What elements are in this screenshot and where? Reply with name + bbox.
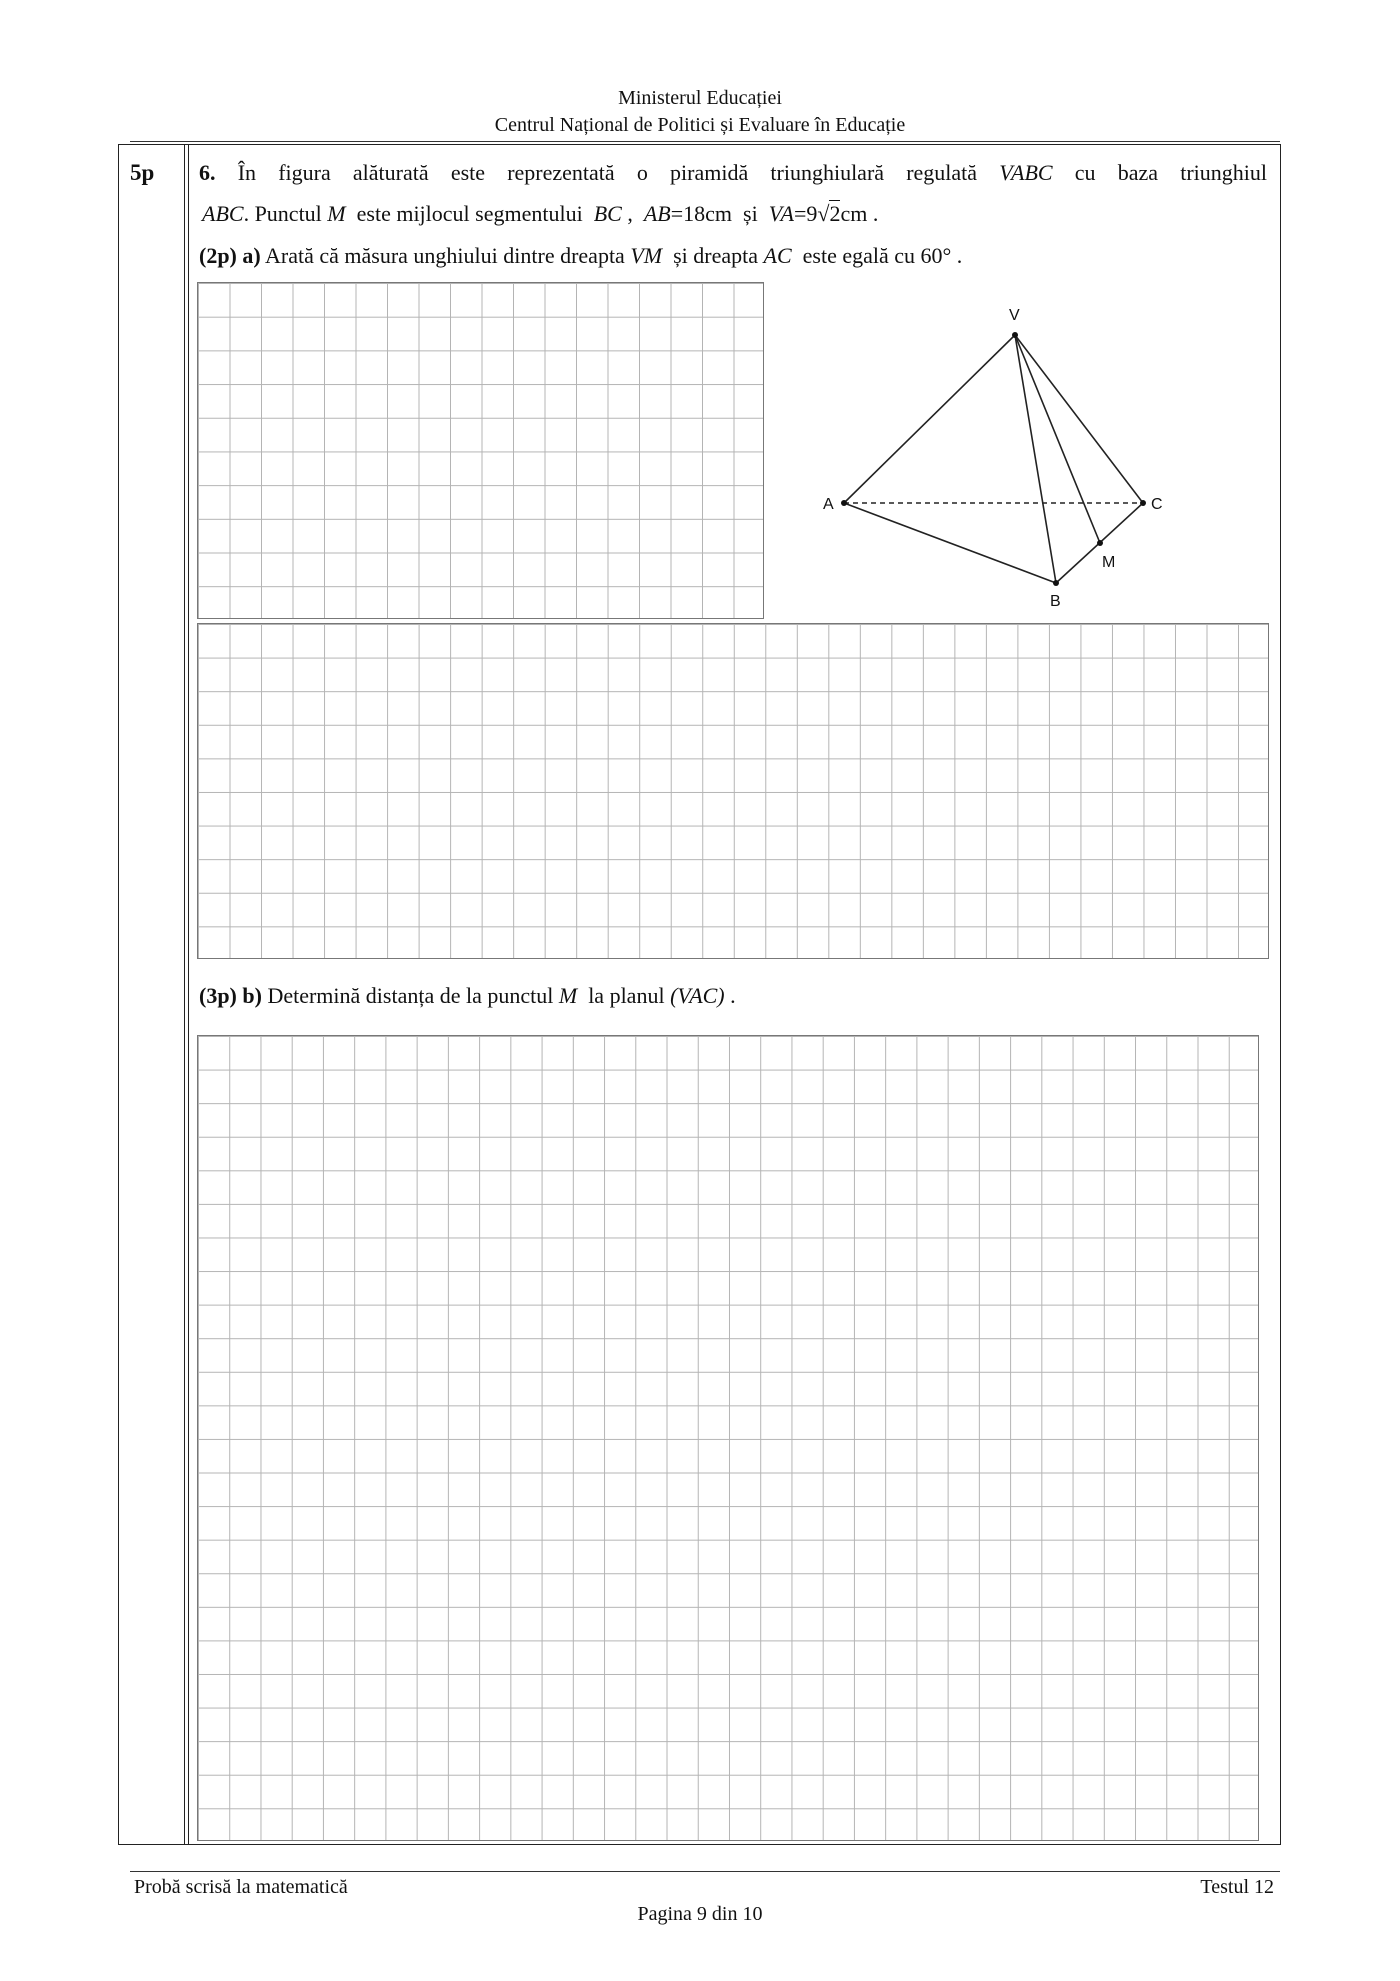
ab-value: =18cm (670, 201, 733, 226)
label-v: V (1009, 307, 1020, 324)
part-a-text: Arată că măsura unghiului dintre dreapta (265, 243, 625, 268)
part-a-angle: 60° . (920, 243, 963, 268)
edge-ab (844, 503, 1056, 583)
label-m: M (1102, 554, 1116, 571)
footer-rule (130, 1871, 1280, 1872)
sqrt-symbol: √2 (817, 201, 841, 226)
footer-test-number: Testul 12 (1200, 1876, 1274, 1898)
vertex-c-dot (1140, 500, 1146, 506)
intro-end: cu baza triunghiul (1074, 160, 1267, 185)
header-center: Centrul Național de Politici și Evaluare în Educație (494, 114, 906, 136)
point-m: M (327, 201, 346, 226)
label-c: C (1151, 496, 1163, 513)
va-eq: =9 (793, 201, 818, 226)
part-b-text: Determină distanța de la punctul (267, 983, 554, 1008)
segment-vm (1015, 335, 1100, 543)
part-a-line-vm: VM (630, 243, 663, 268)
part-a-letter: a) (242, 243, 261, 268)
vertex-v-dot (1012, 332, 1018, 338)
part-b-plane: (VAC) (670, 983, 725, 1008)
problem-number: 6. (199, 160, 216, 185)
ab-label: AB (643, 201, 671, 226)
problem-statement-line2: ABC. Punctul M este mijlocul segmentului BC , AB=18cm și VA=9√2cm . (202, 201, 879, 226)
pyramid-name: VABC (999, 160, 1053, 185)
header-ministry: Ministerul Educației (618, 87, 782, 109)
answer-grid-a-top[interactable] (197, 282, 764, 619)
point-text: . Punctul (243, 201, 322, 226)
part-a-statement (199, 242, 962, 270)
label-a: A (823, 496, 834, 513)
points-column-border (184, 144, 185, 1845)
answer-grid-a-bottom[interactable] (197, 623, 1269, 959)
points-column-border-inner (188, 144, 189, 1845)
part-b-mid: la planul (588, 983, 665, 1008)
problem-statement-line1 (199, 159, 1267, 187)
part-a-points: (2p) (199, 243, 237, 268)
part-b-letter: b) (242, 983, 262, 1008)
intro-start: În figura alăturată este reprezentată o piramidă triunghiulară regulată (237, 160, 978, 185)
part-b-points: (3p) (199, 983, 237, 1008)
part-a-end: este egală cu (802, 243, 915, 268)
label-b: B (1050, 593, 1061, 610)
and-word: și (743, 201, 758, 226)
part-a-line-ac: AC (763, 243, 792, 268)
problem-points: 5p (130, 160, 155, 185)
edge-vb (1015, 335, 1056, 583)
footer-page-number: Pagina 9 din 10 (637, 1903, 763, 1925)
point-m-dot (1097, 540, 1103, 546)
vertex-b-dot (1053, 580, 1059, 586)
va-label: VA (768, 201, 794, 226)
va-unit: cm . (840, 201, 879, 226)
header-rule (130, 141, 1280, 142)
part-b-end: . (730, 983, 736, 1008)
part-b-statement (199, 982, 736, 1010)
base-name: ABC (202, 201, 244, 226)
part-a-and: și dreapta (673, 243, 758, 268)
pyramid-figure (820, 300, 1170, 620)
vertex-a-dot (841, 500, 847, 506)
va-root: 2 (829, 201, 841, 226)
midpoint-text: este mijlocul segmentului (356, 201, 583, 226)
answer-grid-b[interactable] (197, 1035, 1259, 1841)
edge-va (844, 335, 1015, 503)
footer-exam-name: Probă scrisă la matematică (134, 1876, 348, 1898)
edge-vc (1015, 335, 1143, 503)
segment-bc: BC (593, 201, 622, 226)
part-b-point: M (558, 983, 578, 1008)
